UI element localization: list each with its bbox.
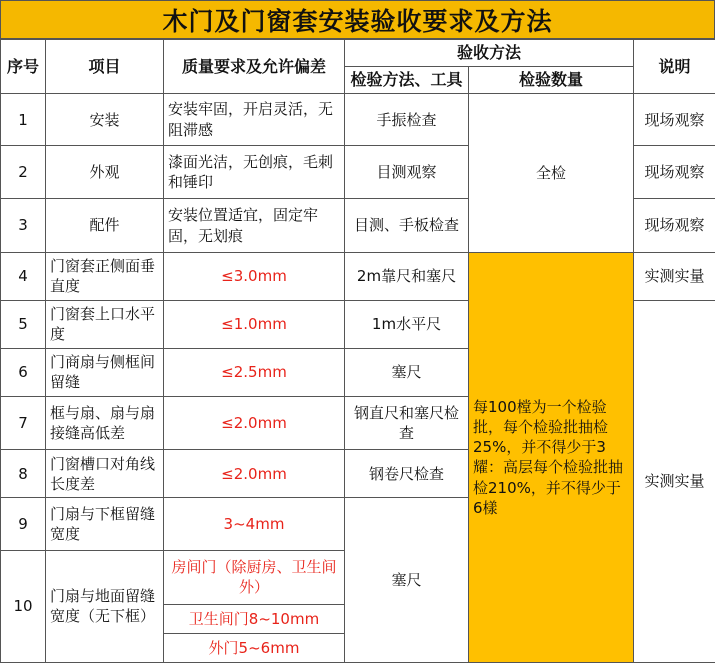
quantity-batch: 每100樘为一个检验批，每个检验批抽检25%，并不得少于3耀：高层每个检验批抽检210%，并不得少于6樣: [469, 252, 634, 662]
row-note: 实测实量: [634, 252, 715, 300]
row-item: 门窗槽口对角线长度差: [46, 450, 164, 498]
row-requirement-c: 外门5~6mm: [164, 633, 345, 662]
table-row: [1, 94, 715, 146]
header-note: 说明: [634, 40, 715, 94]
row-no: 10: [1, 550, 46, 663]
row-requirement: ≤3.0mm: [164, 252, 345, 300]
header-no: 序号: [1, 40, 46, 94]
table-row: [1, 252, 715, 300]
row-note: 现场观察: [634, 199, 715, 252]
quantity-full: 全检: [469, 94, 634, 252]
row-method: 2m靠尺和塞尺: [345, 252, 469, 300]
row-method: 钢卷尺检查: [345, 450, 469, 498]
row-item: 门商扇与侧框间留缝: [46, 348, 164, 396]
row-requirement: ≤1.0mm: [164, 300, 345, 348]
row-item: 安装: [46, 94, 164, 146]
row-requirement: ≤2.0mm: [164, 450, 345, 498]
row-note: 现场观察: [634, 94, 715, 146]
row-method: 塞尺: [345, 498, 469, 663]
row-method: 目测、手板检查: [345, 199, 469, 252]
row-requirement-b: 卫生间门8~10mm: [164, 604, 345, 633]
row-item: 门窗套正侧面垂直度: [46, 252, 164, 300]
header-method-group: 验收方法: [345, 40, 634, 67]
row-no: 9: [1, 498, 46, 550]
row-requirement: ≤2.5mm: [164, 348, 345, 396]
row-method: 1m水平尺: [345, 300, 469, 348]
row-note: 现场观察: [634, 146, 715, 199]
row-requirement: 安装牢固，开启灵活，无阻滞感: [164, 94, 345, 146]
acceptance-table: [0, 39, 715, 663]
row-item: 门扇与下框留缝宽度: [46, 498, 164, 550]
header-quantity: 检验数量: [469, 67, 634, 94]
row-requirement: 漆面光洁，无创痕，毛刺和锤印: [164, 146, 345, 199]
row-requirement: 3~4mm: [164, 498, 345, 550]
row-requirement: 安装位置适宜，固定牢固，无划痕: [164, 199, 345, 252]
row-no: 7: [1, 397, 46, 450]
row-no: 3: [1, 199, 46, 252]
row-no: 8: [1, 450, 46, 498]
header-method-tool: 检验方法、工具: [345, 67, 469, 94]
row-item: 门扇与地面留缝宽度（无下框）: [46, 550, 164, 663]
row-item: 配件: [46, 199, 164, 252]
header-item: 项目: [46, 40, 164, 94]
header-row: [1, 40, 715, 67]
row-no: 4: [1, 252, 46, 300]
row-requirement: ≤2.0mm: [164, 397, 345, 450]
row-method: 钢直尺和塞尺检查: [345, 397, 469, 450]
row-no: 5: [1, 300, 46, 348]
row-method: 目测观察: [345, 146, 469, 199]
header-requirement: 质量要求及允许偏差: [164, 40, 345, 94]
row-no: 2: [1, 146, 46, 199]
row-item: 门窗套上口水平度: [46, 300, 164, 348]
row-no: 1: [1, 94, 46, 146]
row-no: 6: [1, 348, 46, 396]
note-measure: 实测实量: [634, 300, 715, 662]
row-item: 框与扇、扇与扇接缝高低差: [46, 397, 164, 450]
page-title: 木门及门窗套安装验收要求及方法: [0, 0, 715, 39]
row-item: 外观: [46, 146, 164, 199]
row-method: 塞尺: [345, 348, 469, 396]
row-requirement-a: 房间门（除厨房、卫生间外）: [164, 550, 345, 604]
row-method: 手振检查: [345, 94, 469, 146]
